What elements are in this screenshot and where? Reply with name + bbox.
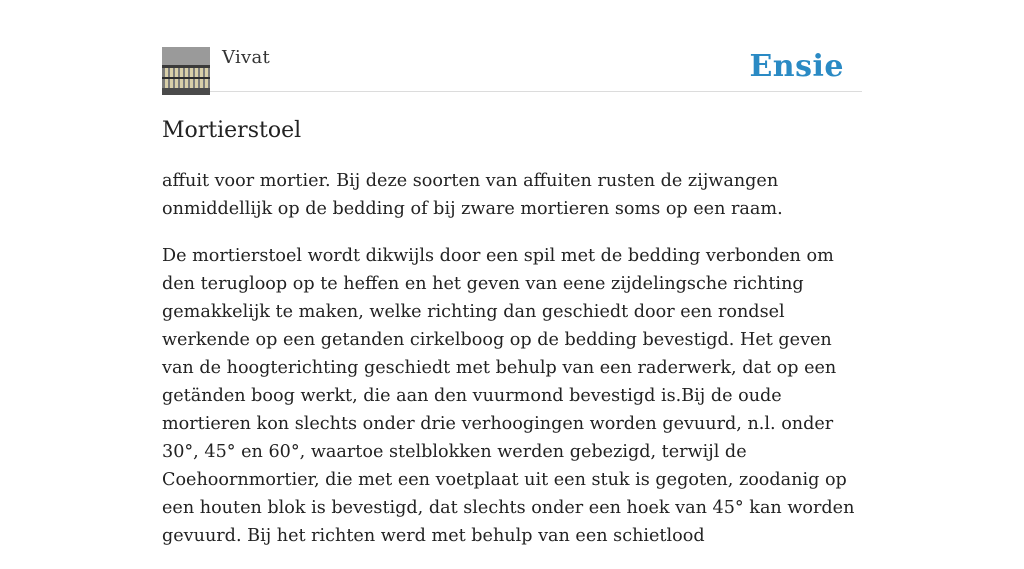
author-name[interactable]: Vivat: [222, 47, 271, 68]
article-header: [162, 45, 862, 92]
avatar-image: [162, 47, 210, 95]
article-body: [162, 167, 862, 550]
article-card: [162, 45, 862, 569]
article-title: Mortierstoel: [162, 118, 302, 143]
author-avatar[interactable]: [162, 47, 210, 95]
article-paragraph: affuit voor mortier. Bij deze soorten van affuiten rusten de zijwangen onmiddellijk op de bedding of bij zware mortieren soms op een raam.: [162, 171, 783, 219]
article-paragraph: De mortierstoel wordt dikwijls door een spil met de bedding verbonden om den terugloop op te heffen en het geven van eene zijdelingsche richting gemakkelijk te maken, welke richting dan geschiedt door een rondsel werkende op een getanden cirkelboog op de bedding bevestigd. Het geven van de hoogterichting geschiedt met behulp van een raderwerk, dat op een getänden boog werkt, die aan den vuurmond bevestigd is.Bij de oude mortieren kon slechts onder drie verhoogingen worden gevuurd, n.l. onder 30°, 45° en 60°, waartoe stelblokken werden gebezigd, terwijl de Coehoornmortier, die met een voetplaat uit een stuk is gegoten, zoodanig op een houten blok is bevestigd, dat slechts onder een hoek van 45° kan worden gevuurd. Bij het richten werd met behulp van een schietlood: [162, 246, 855, 546]
ensie-logo[interactable]: Ensie: [749, 49, 844, 84]
